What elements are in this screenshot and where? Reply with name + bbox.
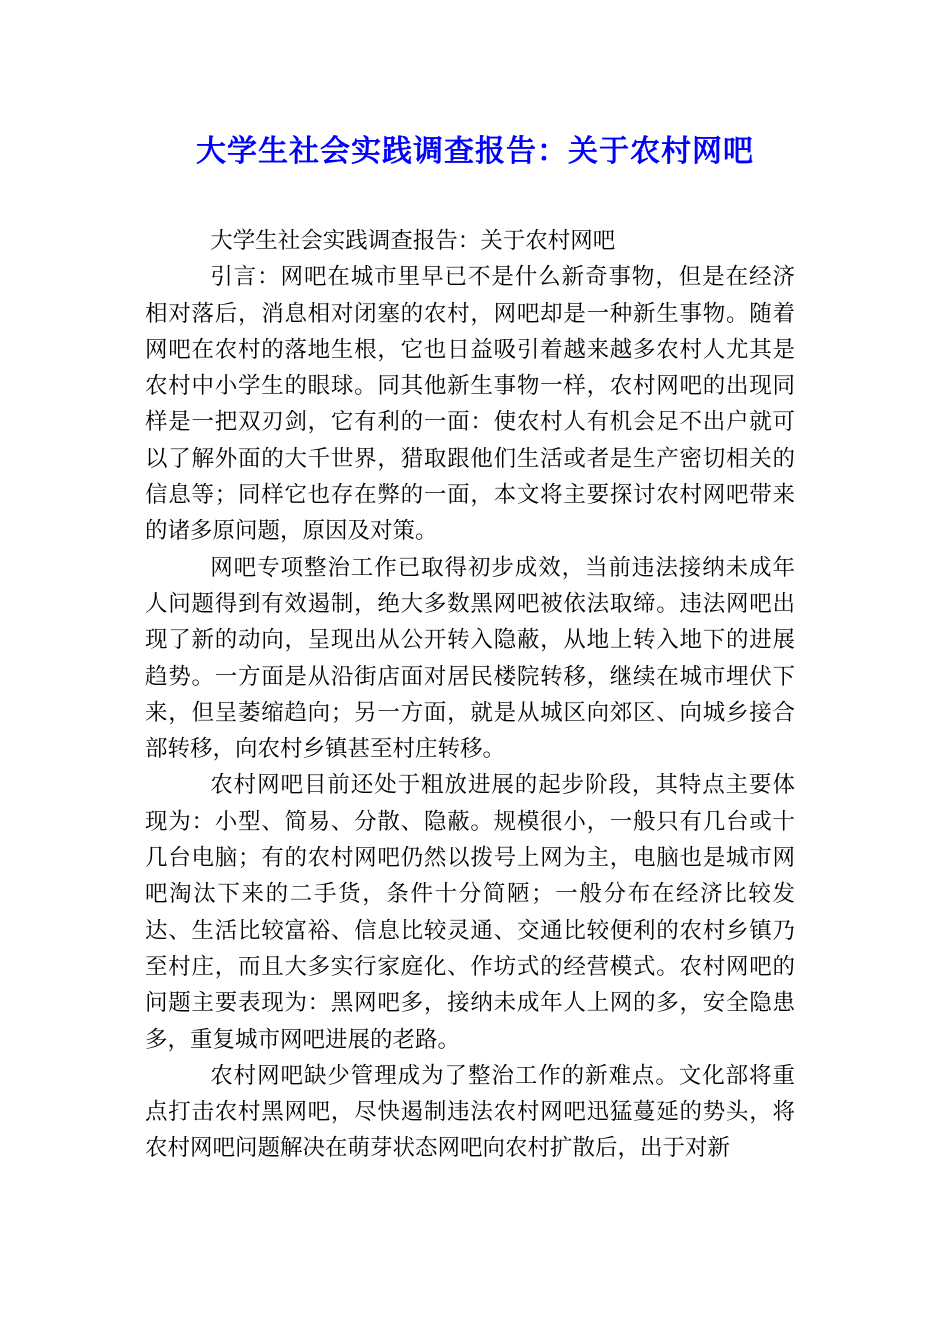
paragraph-characteristics: 农村网吧目前还处于粗放进展的起步阶段，其特点主要体现为：小型、简易、分散、隐蔽。规模很小，一般只有几台或十几台电脑；有的农村网吧仍然以拨号上网为主，电脑也是城市网吧淘汰下来的二手货，条件十分简陋；一般分布在经济比较发达、生活比较富裕、信息比较灵通、交通比较便利的农村乡镇乃至村庄，而且大多实行家庭化、作坊式的经营模式。农村网吧的问题主要表现为：黑网吧多，接纳未成年人上网的多，安全隐患多，重复城市网吧进展的老路。 bbox=[145, 772, 795, 1053]
document-title: 大学生社会实践调查报告：关于农村网吧 bbox=[196, 134, 754, 169]
document-body bbox=[145, 223, 795, 1167]
paragraph-rectification: 网吧专项整治工作已取得初步成效，当前违法接纳未成年人问题得到有效遏制，绝大多数黑网吧被依法取缔。违法网吧出现了新的动向，呈现出从公开转入隐蔽，从地上转入地下的进展趋势。一方面是从沿街店面对居民楼院转移，继续在城市埋伏下来，但呈萎缩趋向；另一方面，就是从城区向郊区、向城乡接合部转移，向农村乡镇甚至村庄转移。 bbox=[145, 554, 795, 763]
paragraph-management: 农村网吧缺少管理成为了整治工作的新难点。文化部将重点打击农村黑网吧，尽快遏制违法农村网吧迅猛蔓延的势头，将农村网吧问题解决在萌芽状态网吧向农村扩散后，出于对新 bbox=[145, 1062, 795, 1162]
paragraph-introduction: 引言：网吧在城市里早已不是什么新奇事物，但是在经济相对落后，消息相对闭塞的农村，网吧却是一种新生事物。随着网吧在农村的落地生根，它也日益吸引着越来越多农村人尤其是农村中小学生的眼球。同其他新生事物一样，农村网吧的出现同样是一把双刃剑，它有利的一面：使农村人有机会足不出户就可以了解外面的大千世界，猎取跟他们生活或者是生产密切相关的信息等；同样它也存在弊的一面，本文将主要探讨农村网吧带来的诸多原问题，原因及对策。 bbox=[145, 264, 795, 545]
paragraph-subtitle: 大学生社会实践调查报告：关于农村网吧 bbox=[210, 228, 616, 254]
